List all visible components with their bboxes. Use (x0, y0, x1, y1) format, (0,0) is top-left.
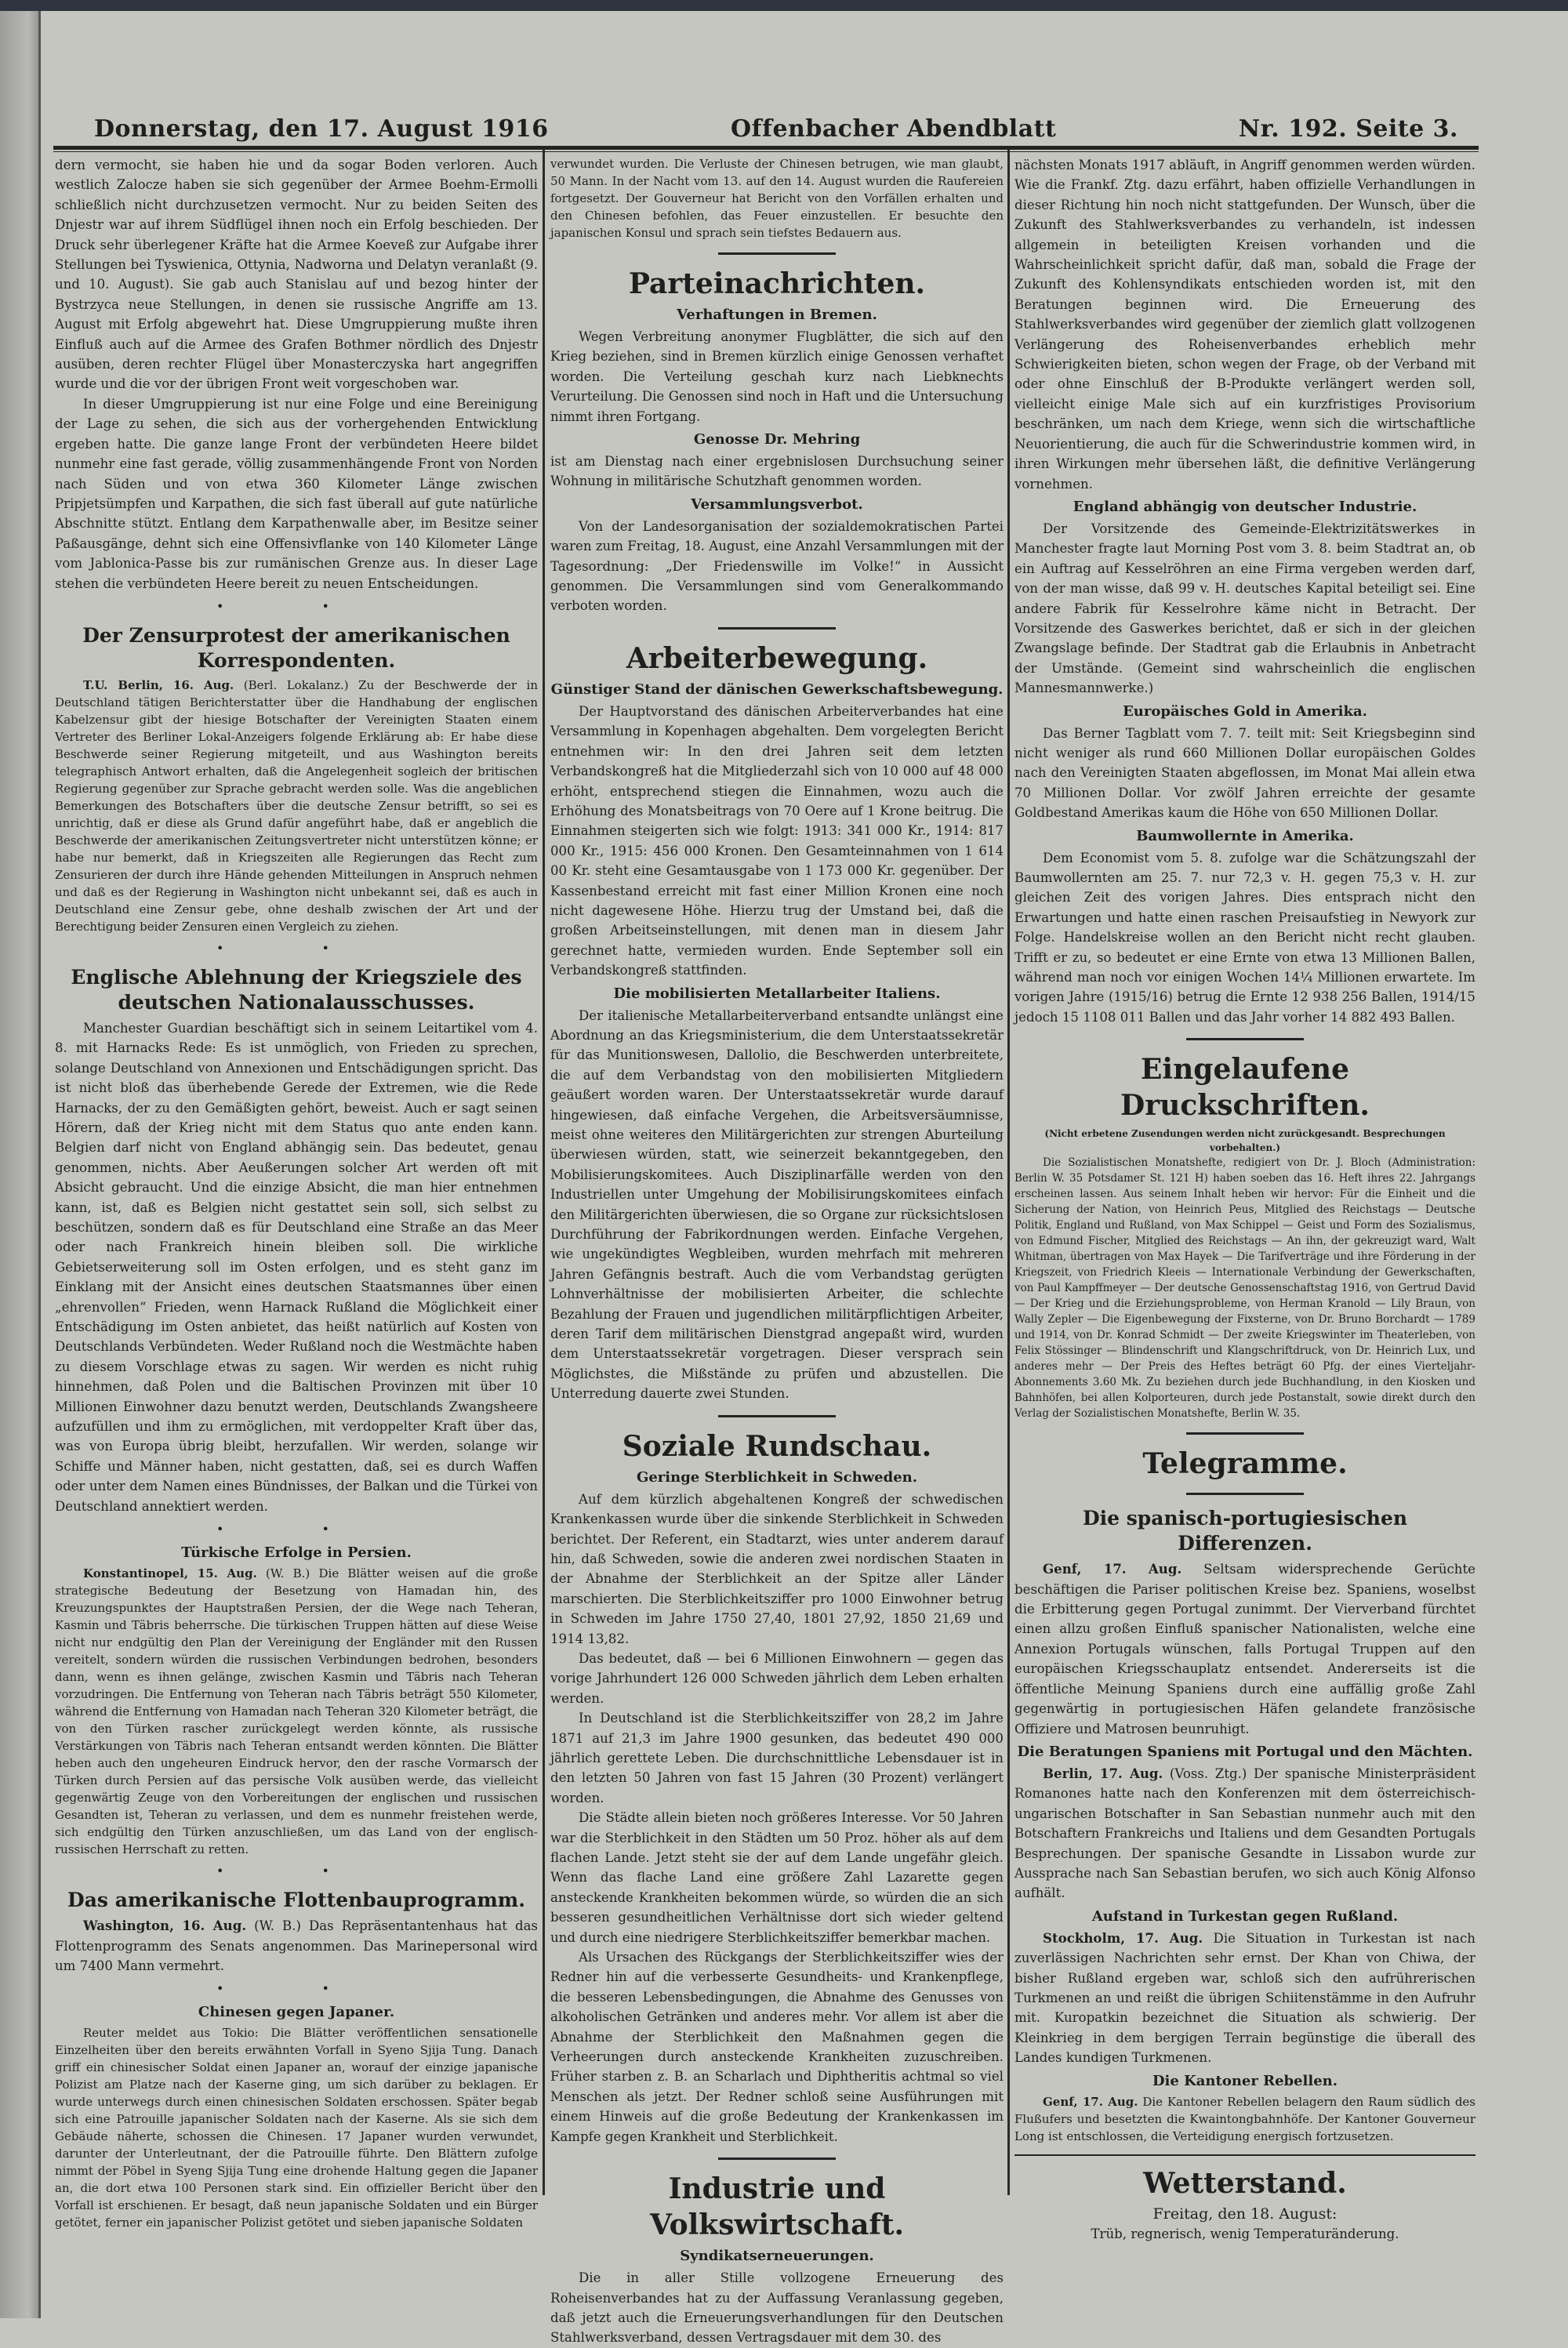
paragraph-text: (Berl. Lokalanz.) Zu der Beschwerde der in Deutschland tätigen Berichterstatter über die Handhabung der englischen Kabelzensur gibt der hiesige Botschafter der Vereinigten Staaten einem Vertreter des Berliner Lokal-Anzeigers folgende Erklärung ab: Er habe diese Beschwerde seiner Regierung mitgeteilt, und aus Washington bereits telegraphisch Antwort erhalten, daß die Angelegenheit sogleich der britischen Regierung gegenüber zur Sprache gebracht werden solle. Was die angeblichen Bemerkungen des Botschafters über die deutsche Zensur betrifft, so sei es unrichtig, daß er diese als Grund dafür angeführt habe, daß er angeblich die Beschwerde der amerikanischen Zeitungsvertreter nicht unterstützen könne; er habe nur bemerkt, daß in Kriegszeiten alle Regierungen das Recht zum Zensurieren der durch ihre Hände gehenden Mitteilungen in Anspruch nehmen und daß es der Regierung in Washington nicht unbekannt sei, daß es auch in Deutschland eine Zensur gebe, ohne deshalb zwischen der Art und der Berechtigung beider Zensuren einen Vergleich zu ziehen. (55, 677, 538, 934)
paragraph-text: Das Berner Tagblatt vom 7. 7. teilt mit: Seit Kriegsbeginn sind nicht weniger als rund 660 Millionen Dollar europäischen Goldes nach den Vereinigten Staaten abgeflossen, im Monat Mai allein etwa 70 Millionen Dollar. Vor zwölf Jahren erreichte der gesamte Goldbestand Amerikas kaum die Höhe von 650 Millionen Dollar. (1014, 725, 1475, 821)
article-subheading: Baumwollernte in Amerika. (1136, 827, 1354, 844)
dateline: Konstantinopel, 15. Aug. (83, 1566, 257, 1581)
section-divider (718, 627, 836, 630)
editorial-note: (Nicht erbetene Zusendungen werden nicht zurückgesandt. Besprechungen vorbehalten.) (1044, 1128, 1446, 1154)
header-date: Donnerstag, den 17. August 1916 (94, 115, 549, 143)
dot-separator: • • (216, 1522, 376, 1537)
article-subheading: Verhaftungen in Bremen. (677, 307, 877, 323)
article-paragraph (1014, 1764, 1475, 1903)
section-divider (1186, 1038, 1304, 1040)
section-divider (1186, 1493, 1304, 1495)
article-paragraph (55, 1565, 538, 1858)
article-subheading: Türkische Erfolge in Persien. (181, 1544, 412, 1562)
header-newspaper-title: Offenbacher Abendblatt (731, 115, 1057, 143)
column-rule (543, 149, 545, 2195)
article-paragraph (550, 1006, 1004, 1404)
dot-separator: • • (216, 1981, 376, 1997)
paragraph-text: Die Sozialistischen Monatshefte, redigiert von Dr. J. Bloch (Administration: Berlin W. 35 Potsdamer St. 121 H) haben soeben das 16. Heft ihres 22. Jahrgangs erscheinen lassen. Aus seinem Inhalt heben wir hervor: Für die Einheit und die Sicherung der Nation, von Heinrich Peus, Mitglied des Reichstags — Deutsche Politik, England und Rußland, von Max Schippel — Geist und Form des Sozialismus, von Edmund Fischer, Mitglied des Reichstags — An ihn, der gekreuzigt ward, Walt Whitman, übertragen von Max Hayek — Die Tarifverträge und ihre Förderung in der Kriegszeit, von Friedrich Kleeis — Internationale Verbindung der Gewerkschaften, von Paul Kampffmeyer — Der deutsche Genossenschaftstag 1916, von Gertrud David — Der Krieg und die Erziehungsprobleme, von Herman Kranold — Lily Braun, von Wally Zepler — Die Eigenbewegung der Fixsterne, von Dr. Bruno Borchardt — 1789 und 1914, von Dr. Konrad Schmidt — Der zweite Kriegswinter im Theaterleben, von Felix Stössinger — Blindenschrift und Klangschriftdruck, von Dr. Heinrich Lux, und anderes mehr — Der Preis des Heftes beträgt 60 Pfg. der eines Vierteljahr-Abonnements 3.60 Mk. Zu beziehen durch jede Buchhandlung, in den Kiosken und Bahnhöfen, bei allen Kolporteuren, durch jede Postanstalt, sowie direkt durch den Verlag der Sozialistischen Monatshefte, Berlin W. 35. (1014, 1156, 1475, 1421)
paragraph-text: Das bedeutet, daß — bei 6 Millionen Einwohnern — gegen das vorige Jahrhundert 126 000 Schweden jährlich dem Leben erhalten werden. (550, 1650, 1004, 1706)
section-heading: Soziale Rundschau. (622, 1429, 932, 1463)
dateline: T.U. Berlin, 16. Aug. (83, 677, 234, 692)
paragraph-text: (Voss. Ztg.) Der spanische Ministerpräsident Romanones hatte nach den Konferenzen mit dem österreichisch-ungarischen Botschafter in San Sebastian nunmehr auch mit den Botschaftern Frankreichs und Italiens und dem Gesandten Portugals Besprechungen. Der spanische Gesandte in Lissabon wurde zur Aussprache nach San Sebastian berufen, wo sich auch König Alfonso aufhält. (1014, 1766, 1475, 1901)
paragraph-text: Die Kantoner Rebellen belagern den Raum südlich des Flußufers und besetzten die Kwaintongbahnhöfe. Der Kantoner Gouverneur Long ist entschlossen, die Verteidigung energisch fortzusetzen. (1014, 2094, 1475, 2143)
article-subheading: Genosse Dr. Mehring (693, 431, 861, 448)
paragraph-text: Wegen Verbreitung anonymer Flugblätter, die sich auf den Krieg beziehen, sind in Bremen kürzlich einige Genossen verhaftet worden. Die Verteilung geschah kurz nach Liebknechts Verurteilung. Die Genossen sind noch in Haft und die Untersuchung nimmt ihren Fortgang. (550, 329, 1004, 424)
dateline: Genf, 17. Aug. (1043, 2094, 1138, 2109)
paragraph-text: Manchester Guardian beschäftigt sich in seinem Leitartikel vom 4. 8. mit Harnacks Rede: Es ist unmöglich, von Frieden zu sprechen, solange Deutschland von Annexionen und Entschädigungen spricht. Das ist nicht bloß das überhebende Gerede der Extremen, wie die Rede Harnacks, der zu den Gemäßigten gehört, beweist. Auch er sagt seinen Hörern, daß der Krieg nicht mit dem Status quo ante enden kann. Belgien darf nicht von England abhängig sein. Das bedeutet, genau genommen, nichts. Aber Aeußerungen solcher Art werden oft mit Absicht gebraucht. Und die einzige Absicht, die man hier entnehmen kann, ist, daß es Belgien nicht gestattet sein soll, sich selbst zu beschützen, sondern daß es für Deutschland eine Straße an das Meer oder nach Frankreich hinein bleiben soll. Die wirkliche Gebietserweiterung soll im Osten erfolgen, und es steht ganz im Einklang mit der Ansicht eines deutschen Staatsmannes über einen „ehrenvollen“ Frieden, wenn Harnack Rußland die Möglichkeit einer Entschädigung im Osten anbietet, das heißt natürlich auf Kosten von Deutschlands Verbündeten. Weder Rußland noch die Westmächte haben zu diesem Vorschlage etwas zu sagen. Wir werden es nicht ruhig hinnehmen, daß Polen und die Baltischen Provinzen mit über 10 Millionen Einwohner dazu benutzt werden, Deutschlands Zwangsheere aufzufüllen und ihm zu ermöglichen, mit verdoppelter Kraft über das, was von Europa übrig bleibt, herzufallen. Wir werden, solange wir Schiffe und Männer haben, nicht gestatten, daß, sei es durch Waffen oder unter dem Namen eines Bündnisses, der Balkan und die Türkei von Deutschland annektiert werden. (55, 1020, 538, 1514)
article-paragraph (55, 1018, 538, 1516)
section-heading: Arbeiterbewegung. (626, 641, 928, 675)
paragraph-text: Seltsam widersprechende Gerüchte beschäftigen die Pariser politischen Kreise bez. Spaniens, woselbst die Erbitterung gegen Portugal zunimmt. Der Vierverband fürchtet einen allzu großen Einfluß spanischer Nationalisten, welche eine Annexion Portugals wünschen, falls Portugal Truppen auf den europäischen Kriegsschauplatz entsendet. Andererseits ist die öffentliche Meinung Spaniens durch eine auffällig große Zahl gegenwärtig in portugiesischen Häfen gelandete französische Offiziere und Matrosen beunruhigt. (1014, 1562, 1475, 1737)
section-divider (718, 1415, 836, 1417)
dateline: Genf, 17. Aug. (1043, 1561, 1182, 1577)
column-3 (1014, 155, 1475, 2244)
article-subheading: Chinesen gegen Japaner. (198, 2004, 395, 2021)
article-paragraph (1014, 1559, 1475, 1739)
section-heading: Eingelaufene Druckschriften. (1120, 1053, 1370, 1123)
article-subheading: Günstiger Stand der dänischen Gewerkschaftsbewegung. (550, 680, 1004, 698)
dot-separator: • • (216, 1864, 376, 1879)
paragraph-text: verwundet wurden. Die Verluste der Chinesen betrugen, wie man glaubt, 50 Mann. In der Nacht vom 13. auf den 14. August wurden die Raufereien fortgesetzt. Der Gouverneur hat Bericht von den Vorfällen erhalten und den Chinesen befohlen, das Feuer einzustellen. Er besuchte den japanischen Konsul und sprach sein tiefstes Bedauern aus. (550, 157, 1004, 240)
paragraph-text: In dieser Umgruppierung ist nur eine Folge und eine Bereinigung der Lage zu sehen, die sich aus der vorhergehenden Entwicklung ergeben hatte. Die ganze lange Front der verbündeten Heere bildet nunmehr eine fast gerade, völlig zusammenhängende Front von Norden nach Süden und von etwa 360 Kilometer Länge zwischen Pripjetsümpfen und Karpathen, die sich fast überall auf gute natürliche Abschnitte stützt. Entlang dem Karpathenwalle aber, im Besitze seiner Paßausgänge, dehnt sich eine Offensivflanke von 140 Kilometer Länge vom Jablonica-Passe bis zur rumänischen Grenze aus. In dieser Lage stehen die verbündeten Heere bereit zu neuen Entscheidungen. (55, 396, 538, 591)
paragraph-text: Die Städte allein bieten noch größeres Interesse. Vor 50 Jahren war die Sterblichkeit in den Städten um 50 Proz. höher als auf dem flachen Lande. Jetzt steht sie der auf dem Lande ungefähr gleich. Wenn das flache Land eine größere Zahl Lazarette gegen ansteckende Krankheiten bekommen würde, so würden die an sich besseren gesundheitlichen Verhältnisse dort sich wieder geltend und durch eine niedrigere Sterblichkeitsziffer bemerkbar machen. (550, 1810, 1004, 1945)
paragraph-text: Reuter meldet aus Tokio: Die Blätter veröffentlichen sensationelle Einzelheiten über den bereits erwähnten Vorfall in Syeno Sjija Tung. Danach griff ein chinesischer Soldat einen Japaner an, worauf der einzige japanische Polizist am Platze nach der Kaserne ging, um sich darüber zu beklagen. Er wurde unterwegs durch einen chinesischen Soldaten erschossen. Später begab sich eine Patrouille japanischer Soldaten nach der Kaserne. Als sie sich dem Gebäude näherte, schossen die Chinesen. 17 Japaner wurden verwundet, darunter der Unterleutnant, der die Patrouille führte. Den Blättern zufolge nimmt der Pöbel in Syeng Sjija Tung eine drohende Haltung gegen die Japaner an, die dort etwa 100 Personen stark sind. Ein offizieller Bericht über den Vorfall ist erschienen. Er besagt, daß neun japanische Soldaten und ein Bürger getötet, ferner ein japanischer Polizist getötet und sieben japanische Soldaten (55, 2026, 538, 2230)
section-heading: Industrie und Volkswirtschaft. (649, 2172, 905, 2242)
paragraph-text: dern vermocht, sie haben hie und da sogar Boden verloren. Auch westlich Zalocze haben sie sich gegenüber der Armee Boehm-Ermolli schließlich nicht durchzusetzen vermocht. Nur zu beiden Seiten des Dnjestr war auf ihrem Südflügel ihnen noch ein Erfolg beschieden. Der Druck sehr überlegener Kräfte hat die Armee Koeveß zur Aufgabe ihrer Stellungen bei Tyswienica, Ottynia, Nadworna und Delatyn veranlaßt (9. und 10. August). Sie gab auch Stanislau auf und bezog hinter der Bystrzyca neue Stellungen, in denen sie russische Angriffe am 13. August mit Erfolg abgewehrt hat. Diese Umgruppierung mußte ihren Einfluß auch auf die Armee des Grafen Bothmer nördlich des Dnjestr ausüben, deren rechter Flügel über Monasterczyska hart angegriffen wurde und die vor der übrigen Front weit vorgeschoben war. (55, 158, 538, 392)
dateline: Berlin, 17. Aug. (1043, 1765, 1163, 1781)
article-subheading: Aufstand in Turkestan gegen Rußland. (1091, 1907, 1399, 1925)
article-headline: Englische Ablehnung der Kriegsziele des deutschen Nationalausschusses. (71, 965, 522, 1014)
article-headline: Der Zensurprotest der amerikanischen Korrespondenten. (82, 623, 510, 672)
paragraph-text: Der Hauptvorstand des dänischen Arbeiterverbandes hat eine Versammlung in Kopenhagen abgehalten. Dem vorgelegten Bericht entnehmen wir: In den drei Jahren seit dem letzten Verbandskongreß hat die Mitgliederzahl sich von 10 000 auf 48 000 erhöht, entsprechend stiegen die Einnahmen, wozu auch die Erhöhung des Monatsbeitrags von 70 Oere auf 1 Krone beitrug. Die Einnahmen steigerten sich wie folgt: 1913: 341 000 Kr., 1914: 817 000 Kr., 1915: 456 000 Kronen. Den Gesamteinnahmen von 1 614 00 Kr. steht eine Gesamtausgabe von 1 173 000 Kr. gegenüber. Der Kassenbestand erreicht mit fast einer Million Kronen eine noch nicht dagewesene Höhe. Hierzu trug der Umstand bei, daß die großen Arbeitseinstellungen, mit denen man in diesem Jahr gerechnet hatte, vermieden wurden. Ende September soll ein Verbandskongreß stattfinden. (550, 703, 1004, 978)
paragraph-text: (W. B.) Das Repräsentantenhaus hat das Flottenprogramm des Senats angenommen. Das Marinepersonal wird um 7400 Mann vermehrt. (55, 1918, 538, 1973)
section-divider (718, 2157, 836, 2160)
article-subheading: Die mobilisierten Metallarbeiter Italiens. (613, 985, 941, 1002)
article-paragraph (1014, 155, 1475, 494)
article-subheading: England abhängig von deutscher Industrie. (1073, 498, 1417, 515)
adjacent-page-edge (0, 11, 41, 2318)
header-issue-page: Nr. 192. Seite 3. (1238, 115, 1458, 143)
header-rule (53, 146, 1479, 152)
article-paragraph (55, 677, 538, 935)
paragraph-text: (W. B.) Die Blätter weisen auf die große strategische Bedeutung der Besetzung von Hamadan hin, des Kreuzungspunktes der Hauptstraßen Persien, der die Wege nach Teheran, Kasmin und Täbris beherrsche. Die türkischen Truppen hätten auf diese Weise nicht nur endgültig den Plan der Vereinigung der Engländer mit den Russen vereitelt, sondern würden die russischen Verbindungen bedrohen, besonders dann, wenn es ihnen gelänge, zwischen Kasmin und Täbris nach Teheran vorzudringen. Die Entfernung von Teheran nach Täbris beträgt 550 Kilometer, während die Entfernung von Hamadan nach Teheran 320 Kilometer beträgt, die von den Türken rascher zurückgelegt werden könnte, als russische Verstärkungen von Täbris nach Teheran entsandt werden könnten. Die Blätter heben auch den ungeheuren Eindruck hervor, den der rasche Vormarsch der Türken durch Persien auf das persische Volk ausüben werde, das vielleicht gegenwärtig Zeuge von den Vorbereitungen der englischen und russischen Gesandten ist, Teheran zu verlassen, und dem es nunmehr freistehen werde, sich endgültig den Türken anzuschließen, um das Land von der englisch-russischen Herrschaft zu retten. (55, 1566, 538, 1857)
paragraph-text: Die Situation in Turkestan ist nach zuverlässigen Nachrichten sehr ernst. Der Khan von Chiwa, der bisher Rußland ergeben war, schloß sich den aufrührerischen Turkmenen an und reißt die übrigen Schiitenstämme in den Aufruhr mit. Kuropatkin bezeichnet die Situation als schwierig. Der Kleinkrieg in dem bergigen Terrain begünstige die überall des Landes kundigen Turkmenen. (1014, 1930, 1475, 2066)
section-divider (1186, 1432, 1304, 1435)
article-headline: Die spanisch-portugiesischen Differenzen. (1082, 1507, 1408, 1555)
article-paragraph (55, 155, 538, 394)
paragraph-text: Von der Landesorganisation der sozialdemokratischen Partei waren zum Freitag, 18. August, eine Anzahl Versammlungen mit der Tagesordnung: „Der Friedenswille im Volke!“ in Aussicht genommen. Die Versammlungen sind vom Generalkommando verboten worden. (550, 518, 1004, 614)
article-paragraph (550, 1708, 1004, 1808)
column-rule (1007, 149, 1010, 2195)
article-paragraph (550, 1490, 1004, 1649)
article-subheading: Geringe Sterblichkeit in Schweden. (636, 1468, 917, 1486)
article-paragraph (1014, 2093, 1475, 2145)
paragraph-text: Auf dem kürzlich abgehaltenen Kongreß der schwedischen Krankenkassen wurde über die sinkende Sterblichkeit in Schweden berichtet. Der Referent, ein Stadtarzt, wies unter anderem darauf hin, daß Schweden, sowie die anderen zwei nordischen Staaten in der Abnahme der Sterblichkeit an der Spitze aller Länder marschierten. Die Sterblichkeitsziffer pro 1000 Einwohner betrug in Schweden im Jahre 1750 27,40, 1801 27,92, 1850 21,69 und 1914 13,82. (550, 1491, 1004, 1646)
weather-line: Trüb, regnerisch, wenig Temperaturänderung. (1091, 2226, 1399, 2241)
section-heading: Wetterstand. (1143, 2166, 1347, 2200)
column-2 (550, 155, 1004, 2348)
scanner-border (0, 0, 1568, 11)
paragraph-text: nächsten Monats 1917 abläuft, in Angriff genommen werden würden. Wie die Frankf. Ztg. dazu erfährt, haben offizielle Verhandlungen in dieser Richtung hin noch nicht stattgefunden. Der Wunsch, über die Zukunft des Stahlwerksverbandes zu verhandeln, ist indessen allgemein in beteiligten Kreisen vorhanden und die Wahrscheinlichkeit spricht dafür, daß man, sobald die Frage der Zukunft des Kohlensyndikats entschieden worden ist, mit den Beratungen beginnen wird. Die Erneuerung des Stahlwerksverbandes wird gegenüber der ziemlich glatt vollzogenen Verlängerung des Roheisenverbandes erheblich mehr Schwierigkeiten bieten, schon wegen der Frage, ob der Verband mit oder ohne Einschluß der B-Produkte verlängert werden soll, vielleicht einige Male sich auf ein kurzfristiges Provisorium beschränken, um nach dem Kriege, wenn sich die wirtschaftliche Neuorientierung, die auch für die Schwerindustrie kommen wird, in ihren Wirkungen mehr übersehen läßt, die definitive Verlängerung vornehmen. (1014, 158, 1475, 492)
running-header (94, 108, 1458, 143)
dot-separator: • • (216, 940, 376, 956)
article-subheading: Die Beratungen Spaniens mit Portugal und den Mächten. (1017, 1743, 1473, 1760)
full-width-rule (1014, 2154, 1475, 2156)
paragraph-text: Als Ursachen des Rückgangs der Sterblichkeitsziffer wies der Redner hin auf die verbesserte Gesundheits- und Krankenpflege, die besseren Lebensbedingungen, die Abnahme des Genusses von alkoholischen Getränken und anderes mehr. Vor allem ist aber die Abnahme der Sterblichkeit den Maßnahmen gegen die Verheerungen durch ansteckende Krankheiten zuzuschreiben. Früher starben z. B. an Scharlach und Diphtheritis achtmal so viel Menschen als jetzt. Der Redner schloß seine Ausführungen mit einem Hinweis auf die große Bedeutung der Krankenkassen im Kampfe gegen Krankheit und Sterblichkeit. (550, 1950, 1004, 2144)
article-subheading: Die Kantoner Rebellen. (1152, 2072, 1338, 2089)
weather-line: Freitag, den 18. August: (1152, 2205, 1338, 2223)
article-subheading: Europäisches Gold in Amerika. (1123, 702, 1367, 720)
section-heading: Parteinachrichten. (628, 267, 926, 300)
article-paragraph (1014, 848, 1475, 1028)
article-paragraph (55, 2024, 538, 2231)
paragraph-text: Der Vorsitzende des Gemeinde-Elektrizitätswerkes in Manchester fragte laut Morning Post vom 3. 8. beim Stadtrat an, ob ein Auftrag auf Kesselröhren an eine Firma vergeben werden darf, von der man wisse, daß 99 v. H. deutsches Kapital beteiligt sei. Eine andere Fabrik für Kesselrohre käme nicht in Betracht. Der Vorsitzende des Gaswerkes berichtet, daß er sich in der gleichen Zwangslage befinde. Der Stadtrat gab die Erlaubnis in Anbetracht der Umstände. (Gemeint sind wahrscheinlich die englischen Mannesmannwerke.) (1014, 521, 1475, 696)
paragraph-text: ist am Dienstag nach einer ergebnislosen Durchsuchung seiner Wohnung in militärische Schutzhaft genommen worden. (550, 454, 1004, 489)
dot-separator: • • (216, 598, 376, 614)
paragraph-text: Dem Economist vom 5. 8. zufolge war die Schätzungszahl der Baumwollernten am 25. 7. nur 72,3 v. H. gegen 75,3 v. H. zur gleichen Zeit des vorigen Jahres. Dies entsprach nicht den Erwartungen und hatte einen raschen Preisaufstieg in Newyork zur Folge. Handelskreise wollen an den Bericht nicht recht glauben. Trifft er zu, so bedeutet er eine Ernte von etwa 13 Millionen Ballen, während man noch vor einigen Wochen 14¼ Millionen erwartete. Im vorigen Jahre (1915/16) betrug die Ernte 12 938 256 Ballen, 1914/15 jedoch 15 1108 011 Ballen und das Jahr vorher 14 882 493 Ballen. (1014, 850, 1475, 1025)
article-paragraph (1014, 1929, 1475, 2068)
article-paragraph (550, 327, 1004, 426)
article-paragraph (550, 517, 1004, 616)
article-subheading: Syndikatserneuerungen. (680, 2248, 874, 2265)
article-paragraph (550, 1808, 1004, 1947)
section-heading: Telegramme. (1142, 1447, 1348, 1481)
column-1 (55, 155, 538, 2231)
article-paragraph (55, 394, 538, 593)
article-paragraph (1014, 519, 1475, 699)
article-paragraph (550, 702, 1004, 981)
article-paragraph (550, 155, 1004, 241)
paragraph-text: In Deutschland ist die Sterblichkeitsziffer von 28,2 im Jahre 1871 auf 21,3 im Jahre 1900 gesunken, das bedeutet 490 000 jährlich gerettete Leben. Die durchschnittliche Lebensdauer ist in den letzten 50 Jahren von fast 15 Jahren (30 Prozent) verlängert worden. (550, 1711, 1004, 1805)
article-paragraph (55, 1916, 538, 1976)
article-paragraph (550, 1947, 1004, 2147)
article-paragraph (550, 452, 1004, 492)
article-paragraph (550, 1649, 1004, 1708)
article-paragraph (1014, 724, 1475, 823)
paragraph-text: Die in aller Stille vollzogene Erneuerung des Roheisenverbandes hat zu der Auffassung Veranlassung gegeben, daß jetzt auch die Erneuerungsverhandlungen für den Deutschen Stahlwerksverband, dessen Vertragsdauer mit dem 30. des (550, 2270, 1004, 2346)
dateline: Washington, 16. Aug. (83, 1918, 247, 1934)
paragraph-text: Der italienische Metallarbeiterverband entsandte unlängst eine Abordnung an das Kriegsministerium, die dem Unterstaatssekretär für das Munitionswesen, Dallolio, die Beschwerden unterbreitete, die auf dem Verbandstag von den mobilisierten Mitgliedern geäußert worden waren. Der Unterstaatssekretär wurde darauf hingewiesen, daß einfache Vergehen, die Arbeitsversäumnisse, meist ohne weiteres den Militärgerichten zur strengen Aburteilung überwiesen würden, statt, wie seinerzeit bekanntgegeben, den Mobilisierungskomitees. Auch Disziplinarfälle werden von den Industriellen unter Umgehung der Mobilisirungskomitees einfach den Militärgerichten überwiesen, die so Organe zur rücksichtslosen Durchführung der Fabrikordnungen werden. Einfache Vergehen, wie ungekündigtes Wegbleiben, wurden mehrfach mit mehreren Jahren Gefängnis bestraft. Auch die vom Verbandstag gerügten Lohnverhältnisse der mobilisierten Arbeiter, die schlechte Bezahlung der Frauen und jugendlichen militärpflichtigen Arbeiter, deren Tarif dem militärischen Dienstgrad angepaßt wird, wurden dem Unterstaatssekretär vorgetragen. Dieser versprach sein Möglichstes, die Mißstände zu prüfen und abzustellen. Die Unterredung dauerte zwei Stunden. (550, 1007, 1004, 1402)
article-paragraph (550, 2268, 1004, 2348)
section-divider (718, 252, 836, 255)
article-subheading: Versammlungsverbot. (691, 495, 863, 513)
article-headline: Das amerikanische Flottenbauprogramm. (67, 1889, 525, 1912)
dateline: Stockholm, 17. Aug. (1043, 1929, 1203, 1946)
article-paragraph (1014, 1155, 1475, 1421)
